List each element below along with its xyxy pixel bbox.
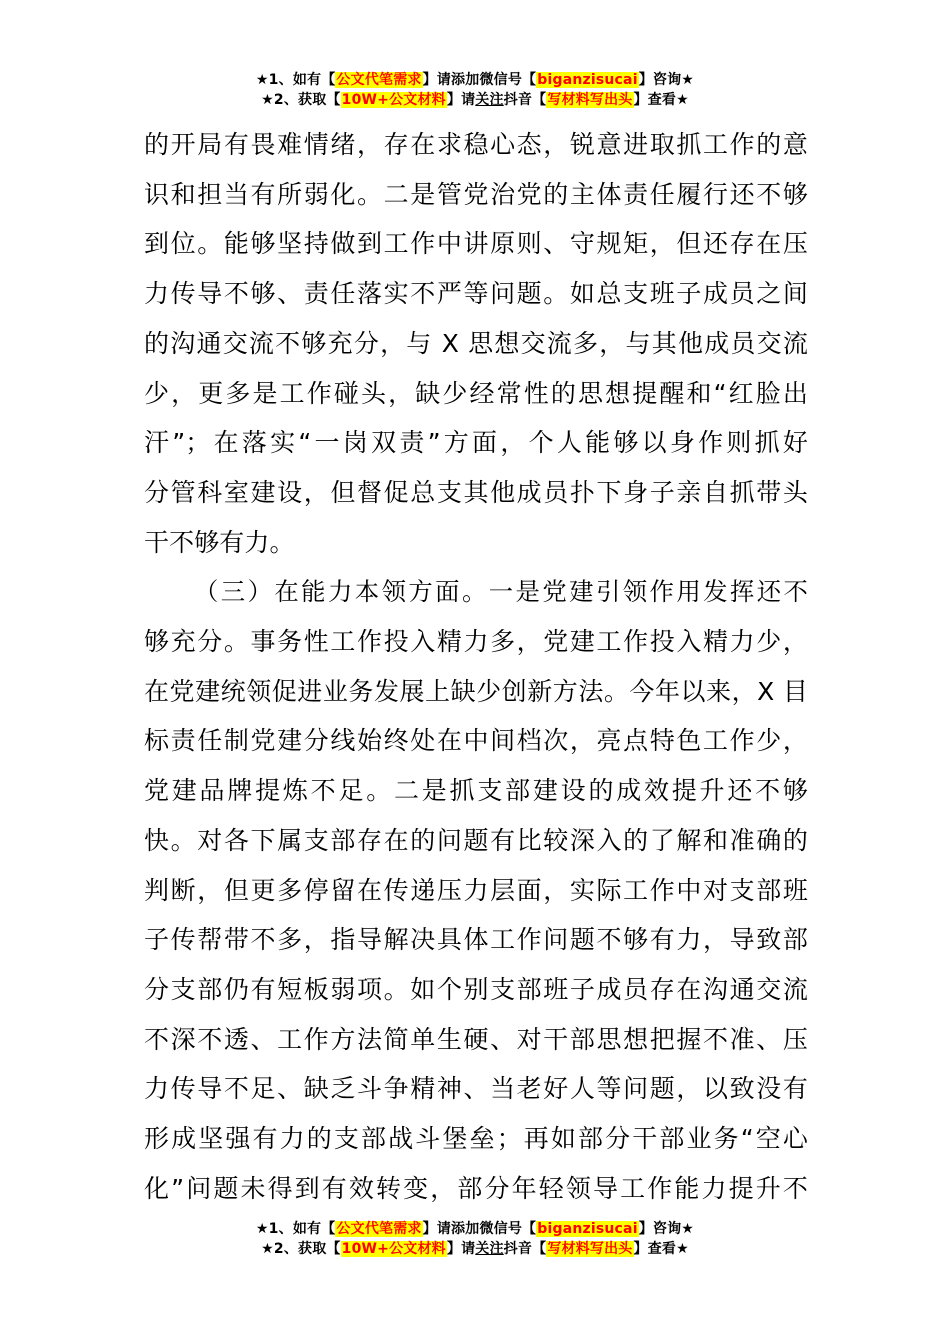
banner-text: ★1、如有【 xyxy=(255,1221,336,1237)
banner-line-1 xyxy=(0,1219,950,1239)
banner-text: 】查看★ xyxy=(633,92,689,108)
text-line: 在党建统领促进业务发展上缺少创新方法。今年以来，X 目 xyxy=(144,676,808,706)
text-line: 快。对各下属支部存在的问题有比较深入的了解和准确的 xyxy=(144,825,808,855)
banner-text: 微信号【 xyxy=(479,1221,537,1237)
banner-text: 抖音【 xyxy=(503,1241,547,1257)
footer-banner xyxy=(0,1219,950,1259)
banner-text: 】咨询★ xyxy=(638,72,695,88)
banner-highlight: 10W+公文材料 xyxy=(341,92,446,108)
header-banner xyxy=(0,70,950,110)
text-line: 的沟通交流不够充分，与 X 思想交流多，与其他成员交流 xyxy=(144,328,808,358)
banner-highlight: biganzisucai xyxy=(537,72,638,88)
banner-text: 】请 xyxy=(446,92,476,108)
text-line: 到位。能够坚持做到工作中讲原则、守规矩，但还存在压 xyxy=(144,229,808,259)
banner-highlight: 写材料写出头 xyxy=(547,92,633,108)
text-line: 形成坚强有力的支部战斗堡垒；再如部分干部业务“空心 xyxy=(144,1124,808,1154)
banner-highlight: 公文代笔需求 xyxy=(336,72,422,88)
banner-text: ★1、如有【 xyxy=(255,72,336,88)
banner-text: ★2、获取【 xyxy=(261,92,341,108)
text-line: 够充分。事务性工作投入精力多，党建工作投入精力少， xyxy=(144,627,808,657)
banner-underlined-text: 关注 xyxy=(475,1241,504,1257)
text-line: 分支部仍有短板弱项。如个别支部班子成员存在沟通交流 xyxy=(144,974,808,1004)
text-line: 化”问题未得到有效转变，部分年轻领导工作能力提升不 xyxy=(144,1173,808,1203)
text-line: 少，更多是工作碰头，缺少经常性的思想提醒和“红脸出 xyxy=(144,378,808,408)
banner-text: ★2、获取【 xyxy=(261,1241,341,1257)
banner-highlight: biganzisucai xyxy=(537,1221,638,1237)
banner-text: 】查看★ xyxy=(633,1241,689,1257)
banner-line-2 xyxy=(0,90,950,110)
banner-text: 】请添 xyxy=(422,72,466,88)
text-line: 子传帮带不多，指导解决具体工作问题不够有力，导致部 xyxy=(144,925,808,955)
document-body xyxy=(144,120,808,1213)
text-line: 党建品牌提炼不足。二是抓支部建设的成效提升还不够 xyxy=(144,776,808,806)
banner-highlight: 写材料写出头 xyxy=(547,1241,633,1257)
banner-text: 加 xyxy=(465,1221,480,1237)
banner-highlight: 10W+公文材料 xyxy=(341,1241,446,1257)
text-line: 力传导不足、缺乏斗争精神、当老好人等问题，以致没有 xyxy=(144,1074,808,1104)
text-line: 分管科室建设，但督促总支其他成员扑下身子亲自抓带头 xyxy=(144,477,808,507)
text-line: 的开局有畏难情绪，存在求稳心态，锐意进取抓工作的意 xyxy=(144,130,808,159)
banner-underlined-text: 关注 xyxy=(475,92,504,108)
text-line: 不深不透、工作方法简单生硬、对干部思想把握不准、压 xyxy=(144,1024,808,1054)
text-line: 识和担当有所弱化。二是管党治党的主体责任履行还不够 xyxy=(144,179,808,209)
banner-text: 】咨询★ xyxy=(638,1221,695,1237)
text-line: 力传导不够、责任落实不严等问题。如总支班子成员之间 xyxy=(144,279,808,309)
text-line: 判断，但更多停留在传递压力层面，实际工作中对支部班 xyxy=(144,875,808,905)
text-line: 标责任制党建分线始终处在中间档次，亮点特色工作少， xyxy=(144,726,808,756)
banner-text: 】请 xyxy=(446,1241,476,1257)
text-line: 干不够有力。 xyxy=(144,527,295,557)
text-line: 汗”；在落实“一岗双责”方面，个人能够以身作则抓好 xyxy=(144,428,808,458)
banner-text: 微信号【 xyxy=(479,72,537,88)
banner-text: 加 xyxy=(465,72,480,88)
banner-highlight: 公文代笔需求 xyxy=(336,1221,422,1237)
banner-text: 抖音【 xyxy=(503,92,547,108)
banner-text: 】请添 xyxy=(422,1221,466,1237)
banner-line-1 xyxy=(0,70,950,90)
banner-line-2 xyxy=(0,1239,950,1259)
section-heading-line: （三）在能力本领方面。一是党建引领作用发挥还不 xyxy=(194,577,808,607)
